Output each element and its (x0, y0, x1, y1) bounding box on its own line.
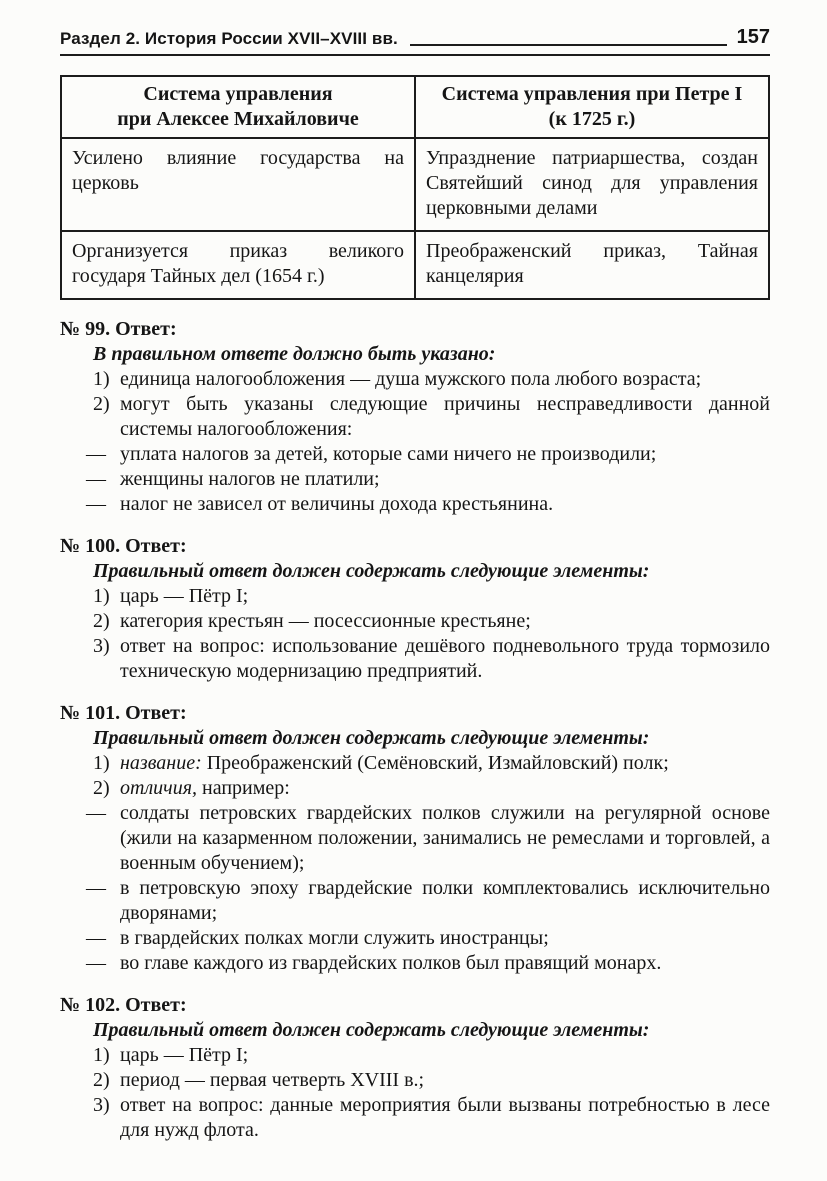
item-text: налог не зависел от величины дохода крестьянина. (120, 493, 554, 515)
answer-heading: № 100. Ответ: (60, 535, 187, 557)
answer-item (86, 926, 770, 951)
answer-section-99 (60, 317, 770, 517)
answer-body (93, 1018, 770, 1143)
table-header-cell-alexei (61, 76, 415, 138)
item-marker: — (86, 802, 106, 824)
item-italic-term: отличия, (120, 777, 198, 799)
item-marker: 1) (93, 1044, 110, 1066)
item-text (120, 776, 770, 801)
answer-item (93, 367, 770, 392)
item-text: уплата налогов за детей, которые сами ничего не производили; (120, 443, 657, 465)
header-rule (410, 44, 727, 46)
item-marker: 1) (93, 585, 110, 607)
answer-lead: Правильный ответ должен содержать следующие элементы: (93, 727, 650, 749)
answer-item (93, 584, 770, 609)
table-cell: Усилено влияние государства на церковь (61, 138, 415, 231)
table-row (61, 231, 769, 299)
answer-body (86, 726, 770, 976)
item-marker: — (86, 952, 106, 974)
section-title: Раздел 2. История России XVII–XVIII вв. (60, 29, 398, 48)
table-header-line: (к 1725 г.) (548, 108, 636, 130)
answer-item (93, 1068, 770, 1093)
table-header-line: при Алексее Михайловиче (117, 108, 359, 130)
item-text: могут быть указаны следующие причины несправедливости данной системы налогообложения: (120, 393, 770, 440)
table-cell: Организуется приказ великого государя Тайных дел (1654 г.) (61, 231, 415, 299)
item-text: категория крестьян — посессионные крестьяне; (120, 610, 531, 632)
table-cell: Упразднение патриаршества, создан Святейший синод для управления церковными делами (415, 138, 769, 231)
item-italic-term: название: (120, 752, 202, 774)
answer-heading: № 102. Ответ: (60, 994, 187, 1016)
answer-item (93, 1093, 770, 1143)
answer-section-100 (60, 534, 770, 684)
item-marker: — (86, 468, 106, 490)
table-header-line: Система управления (143, 83, 333, 105)
answer-item (86, 442, 770, 467)
item-marker: — (86, 443, 106, 465)
answer-item (86, 492, 770, 517)
item-marker: — (86, 877, 106, 899)
comparison-table (60, 75, 770, 300)
item-text: солдаты петровских гвардейских полков служили на регулярной основе (жили на казарменном положении, занимались не ремеслами и торговлей, а военным обучением); (120, 802, 770, 874)
answer-item (93, 751, 770, 776)
item-text-rest: например: (197, 777, 290, 799)
answer-item (93, 1043, 770, 1068)
answer-section-102 (60, 993, 770, 1143)
table-row (61, 138, 769, 231)
page-number: 157 (736, 26, 770, 48)
item-text: ответ на вопрос: использование дешёвого подневольного труда тормозило техническую модернизацию предприятий. (120, 635, 770, 682)
table-cell: Преображенский приказ, Тайная канцелярия (415, 231, 769, 299)
answer-item (86, 951, 770, 976)
item-text (120, 751, 770, 776)
answer-item (86, 876, 770, 926)
item-text: женщины налогов не платили; (120, 468, 380, 490)
answer-section-101 (60, 701, 770, 976)
answer-heading: № 99. Ответ: (60, 318, 177, 340)
item-marker: 2) (93, 777, 110, 799)
item-text-rest: Преображенский (Семёновский, Измайловский) полк; (201, 752, 669, 774)
item-text: царь — Пётр I; (120, 585, 249, 607)
item-marker: — (86, 493, 106, 515)
item-marker: 2) (93, 610, 110, 632)
table-header-cell-peter (415, 76, 769, 138)
running-head (60, 26, 770, 56)
answer-item (86, 801, 770, 876)
item-text: царь — Пётр I; (120, 1044, 249, 1066)
item-text: во главе каждого из гвардейских полков был правящий монарх. (120, 952, 662, 974)
item-marker: 2) (93, 1069, 110, 1091)
comparison-table-body (61, 138, 769, 299)
item-marker: 3) (93, 635, 110, 657)
answer-lead: В правильном ответе должно быть указано: (93, 343, 496, 365)
answer-item (86, 467, 770, 492)
item-marker: 2) (93, 393, 110, 415)
comparison-table-head (61, 76, 769, 138)
item-marker: 1) (93, 752, 110, 774)
item-text: в петровскую эпоху гвардейские полки комплектовались исключительно дворянами; (120, 877, 770, 924)
table-header-row (61, 76, 769, 138)
answer-lead: Правильный ответ должен содержать следующие элементы: (93, 1019, 650, 1041)
table-header-line: Система управления при Петре I (441, 83, 743, 105)
item-marker: 3) (93, 1094, 110, 1116)
item-text: период — первая четверть XVIII в.; (120, 1069, 425, 1091)
item-text: в гвардейских полках могли служить иностранцы; (120, 927, 549, 949)
item-text: единица налогообложения — душа мужского пола любого возраста; (120, 368, 702, 390)
answer-item (93, 609, 770, 634)
item-marker: 1) (93, 368, 110, 390)
answer-item (93, 634, 770, 684)
answer-item (93, 392, 770, 442)
answer-lead: Правильный ответ должен содержать следующие элементы: (93, 560, 650, 582)
answer-body (93, 559, 770, 684)
answer-body (86, 342, 770, 517)
answer-heading: № 101. Ответ: (60, 702, 187, 724)
item-marker: — (86, 927, 106, 949)
answer-item (93, 776, 770, 801)
item-text: ответ на вопрос: данные мероприятия были вызваны потребностью в лесе для нужд флота. (120, 1094, 770, 1141)
